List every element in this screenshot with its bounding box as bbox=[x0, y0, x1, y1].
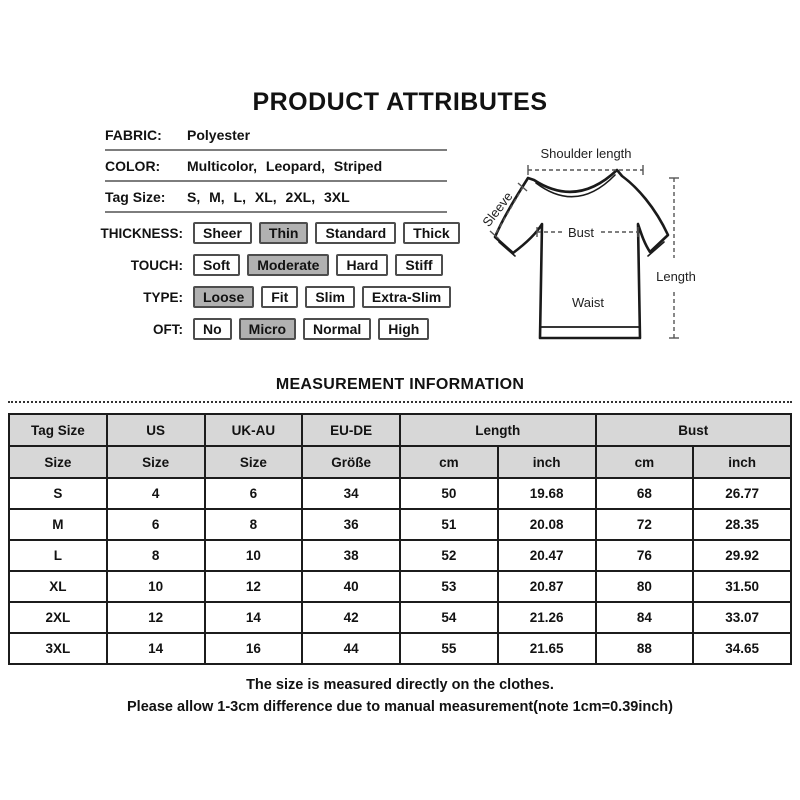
option-row-label: THICKNESS: bbox=[100, 225, 183, 241]
table-cell: 12 bbox=[205, 571, 303, 602]
table-cell: 10 bbox=[205, 540, 303, 571]
table-subheader-cell: Größe bbox=[302, 446, 400, 478]
table-cell: 14 bbox=[107, 633, 205, 664]
table-cell: 76 bbox=[596, 540, 694, 571]
table-cell: 50 bbox=[400, 478, 498, 509]
option-chip-stiff: Stiff bbox=[395, 254, 442, 276]
table-cell: 21.26 bbox=[498, 602, 596, 633]
attribute-label: FABRIC: bbox=[105, 126, 162, 143]
table-cell: 40 bbox=[302, 571, 400, 602]
measurement-title: MEASUREMENT INFORMATION bbox=[275, 376, 525, 393]
table-cell: 19.68 bbox=[498, 478, 596, 509]
length-label: Length bbox=[656, 269, 696, 284]
table-subheader-cell: inch bbox=[693, 446, 791, 478]
table-cell: S bbox=[9, 478, 107, 509]
table-cell: 38 bbox=[302, 540, 400, 571]
page-title: PRODUCT ATTRIBUTES bbox=[252, 88, 548, 116]
table-cell: 31.50 bbox=[693, 571, 791, 602]
attribute-rows bbox=[105, 120, 447, 213]
table-cell: 26.77 bbox=[693, 478, 791, 509]
shoulder-length-label: Shoulder length bbox=[540, 146, 632, 161]
table-header-cell: Tag Size bbox=[9, 414, 107, 446]
table-subheader-cell: cm bbox=[596, 446, 694, 478]
option-row bbox=[95, 221, 460, 245]
table-subheader-cell: Size bbox=[107, 446, 205, 478]
table-cell: 12 bbox=[107, 602, 205, 633]
table-cell: 20.87 bbox=[498, 571, 596, 602]
attribute-label: COLOR: bbox=[105, 157, 161, 174]
option-row-label: TOUCH: bbox=[130, 257, 183, 273]
option-row bbox=[95, 285, 460, 309]
option-chip-hard: Hard bbox=[336, 254, 388, 276]
table-row bbox=[9, 602, 791, 633]
tshirt-measurement-diagram bbox=[455, 130, 725, 370]
option-chip-fit: Fit bbox=[261, 286, 298, 308]
attribute-value: S, M, L, XL, 2XL, 3XL bbox=[187, 188, 350, 205]
table-row bbox=[9, 571, 791, 602]
option-chip-micro: Micro bbox=[239, 318, 296, 340]
table-cell: 10 bbox=[107, 571, 205, 602]
table-cell: 28.35 bbox=[693, 509, 791, 540]
table-cell: 20.08 bbox=[498, 509, 596, 540]
table-cell: 36 bbox=[302, 509, 400, 540]
option-chip-standard: Standard bbox=[315, 222, 396, 244]
table-cell: 6 bbox=[205, 478, 303, 509]
table-subheader-cell: cm bbox=[400, 446, 498, 478]
table-header-cell: Bust bbox=[596, 414, 792, 446]
option-row bbox=[95, 317, 460, 341]
table-cell: 29.92 bbox=[693, 540, 791, 571]
table-header-cell: US bbox=[107, 414, 205, 446]
option-chip-group bbox=[193, 318, 436, 340]
option-chip-extra-slim: Extra-Slim bbox=[362, 286, 451, 308]
table-cell: 44 bbox=[302, 633, 400, 664]
tshirt-outline-icon bbox=[495, 170, 668, 338]
attribute-row bbox=[105, 120, 447, 151]
table-cell: 80 bbox=[596, 571, 694, 602]
table-cell: 21.65 bbox=[498, 633, 596, 664]
table-subheader-cell: inch bbox=[498, 446, 596, 478]
table-cell: M bbox=[9, 509, 107, 540]
table-cell: 68 bbox=[596, 478, 694, 509]
option-chip-thin: Thin bbox=[259, 222, 309, 244]
table-row bbox=[9, 509, 791, 540]
table-cell: 14 bbox=[205, 602, 303, 633]
table-cell: 34.65 bbox=[693, 633, 791, 664]
option-row bbox=[95, 253, 460, 277]
bust-label: Bust bbox=[567, 225, 595, 240]
table-row bbox=[9, 478, 791, 509]
waist-label: Waist bbox=[571, 295, 605, 310]
table-cell: 52 bbox=[400, 540, 498, 571]
size-table-body bbox=[9, 478, 791, 664]
table-cell: 88 bbox=[596, 633, 694, 664]
table-cell: 6 bbox=[107, 509, 205, 540]
table-cell: 42 bbox=[302, 602, 400, 633]
size-table-head bbox=[9, 414, 791, 478]
table-header-row-2 bbox=[9, 446, 791, 478]
attribute-row bbox=[105, 182, 447, 213]
option-chip-slim: Slim bbox=[305, 286, 355, 308]
sleeve-label: Sleeve bbox=[479, 188, 516, 230]
table-cell: 16 bbox=[205, 633, 303, 664]
table-subheader-cell: Size bbox=[205, 446, 303, 478]
option-row-label: TYPE: bbox=[143, 289, 183, 305]
table-header-row-1 bbox=[9, 414, 791, 446]
table-header-cell: EU-DE bbox=[302, 414, 400, 446]
option-chip-group bbox=[193, 222, 467, 244]
size-table bbox=[8, 413, 792, 665]
table-cell: 54 bbox=[400, 602, 498, 633]
table-cell: 84 bbox=[596, 602, 694, 633]
option-chip-loose: Loose bbox=[193, 286, 254, 308]
table-cell: XL bbox=[9, 571, 107, 602]
option-chip-moderate: Moderate bbox=[247, 254, 329, 276]
table-row bbox=[9, 540, 791, 571]
table-cell: 53 bbox=[400, 571, 498, 602]
table-header-cell: Length bbox=[400, 414, 596, 446]
attribute-row bbox=[105, 151, 447, 182]
table-cell: L bbox=[9, 540, 107, 571]
note-measurement-tolerance: Please allow 1-3cm difference due to manual measurement(note 1cm=0.39inch) bbox=[127, 699, 673, 715]
attribute-label: Tag Size: bbox=[105, 188, 166, 205]
option-chip-group bbox=[193, 286, 458, 308]
option-chip-thick: Thick bbox=[403, 222, 460, 244]
table-cell: 33.07 bbox=[693, 602, 791, 633]
option-chip-high: High bbox=[378, 318, 429, 340]
table-cell: 2XL bbox=[9, 602, 107, 633]
option-rows bbox=[95, 221, 460, 349]
option-chip-group bbox=[193, 254, 450, 276]
table-subheader-cell: Size bbox=[9, 446, 107, 478]
table-cell: 55 bbox=[400, 633, 498, 664]
table-cell: 20.47 bbox=[498, 540, 596, 571]
table-cell: 8 bbox=[107, 540, 205, 571]
table-header-cell: UK-AU bbox=[205, 414, 303, 446]
option-chip-soft: Soft bbox=[193, 254, 240, 276]
table-cell: 34 bbox=[302, 478, 400, 509]
note-measured-on-clothes: The size is measured directly on the clothes. bbox=[246, 677, 554, 693]
table-cell: 4 bbox=[107, 478, 205, 509]
table-row bbox=[9, 633, 791, 664]
table-cell: 72 bbox=[596, 509, 694, 540]
option-row-label: OFT: bbox=[153, 321, 183, 337]
option-chip-normal: Normal bbox=[303, 318, 371, 340]
option-chip-no: No bbox=[193, 318, 232, 340]
table-cell: 51 bbox=[400, 509, 498, 540]
dotted-divider bbox=[8, 401, 792, 403]
table-cell: 3XL bbox=[9, 633, 107, 664]
option-chip-sheer: Sheer bbox=[193, 222, 252, 244]
attribute-value: Multicolor, Leopard, Striped bbox=[187, 157, 383, 174]
table-cell: 8 bbox=[205, 509, 303, 540]
attribute-value: Polyester bbox=[187, 126, 251, 143]
